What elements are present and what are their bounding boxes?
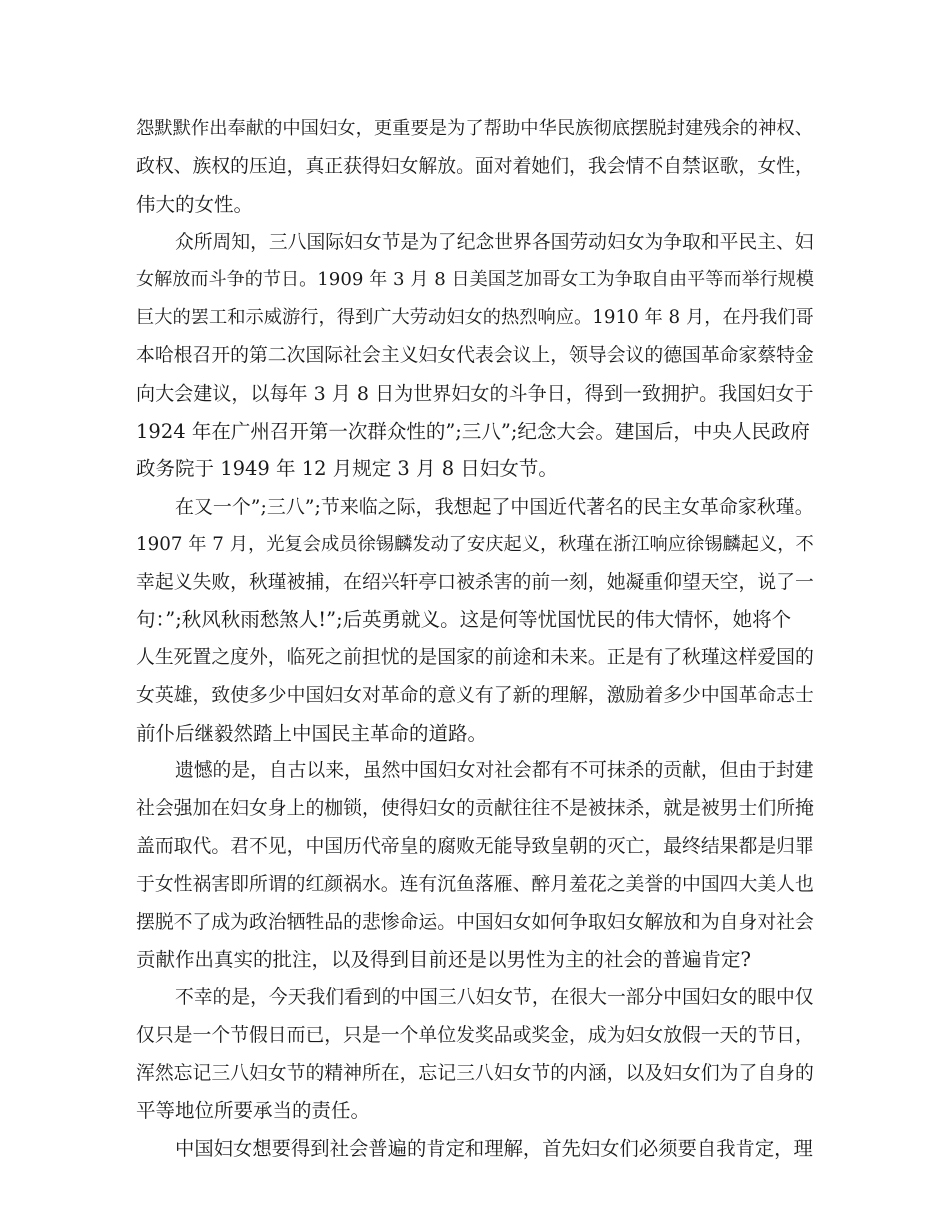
text-line: 幸起义失败，秋瑾被捕，在绍兴轩亭口被杀害的前一刻，她凝重仰望天空，说了一 (136, 572, 814, 593)
paragraph-first-line: 众所周知，三八国际妇女节是为了纪念世界各国劳动妇女为争取和平民主、妇 (175, 232, 814, 253)
text-line: 怨默默作出奉献的中国妇女，更重要是为了帮助中华民族彻底摆脱封建残余的神权、 (136, 118, 813, 139)
text-line: 政权、族权的压迫，真正获得妇女解放。面对着她们，我会情不自禁讴歌，女性， (136, 156, 814, 177)
paragraph-first-line: 不幸的是，今天我们看到的中国三八妇女节，在很大一部分中国妇女的眼中仅 (175, 987, 814, 1008)
text-line: 1907 年 7 月，光复会成员徐锡麟发动了安庆起义，秋瑾在浙江响应徐锡麟起义，不 (136, 534, 814, 555)
text-line: 政务院于 1949 年 12 月规定 3 月 8 日妇女节。 (136, 457, 558, 480)
text-line: 摆脱不了成为政治牺牲品的悲惨命运。中国妇女如何争取妇女解放和为自身对社会 (136, 912, 814, 933)
text-line: 人生死置之度外，临死之前担忧的是国家的前途和未来。正是有了秋瑾这样爱国的 (136, 647, 814, 668)
text-line: 向大会建议，以每年 3 月 8 日为世界妇女的斗争日，得到一致拥护。我国妇女于 (136, 383, 814, 405)
text-line: 仅只是一个节假日而已，只是一个单位发奖品或奖金，成为妇女放假一天的节日， (136, 1025, 814, 1046)
text-line: 女解放而斗争的节日。1909 年 3 月 8 日美国芝加哥女工为争取自由平等而举行规模 (136, 269, 814, 290)
paragraph-first-line: 遗憾的是，自古以来，虽然中国妇女对社会都有不可抹杀的贡献，但由于封建 (175, 760, 814, 781)
text-line: 伟大的女性。 (136, 193, 254, 216)
text-line: 平等地位所要承当的责任。 (136, 1099, 371, 1122)
text-line: 本哈根召开的第二次国际社会主义妇女代表会议上，领导会议的德国革命家蔡特金 (136, 345, 814, 366)
text-line: 浑然忘记三八妇女节的精神所在，忘记三八妇女节的内涵，以及妇女们为了自身的 (136, 1063, 814, 1084)
text-line: 巨大的罢工和示威游行，得到广大劳动妇女的热烈响应。1910 年 8 月，在丹我们哥 (136, 307, 814, 328)
text-line: 社会强加在妇女身上的枷锁，使得妇女的贡献往往不是被抹杀，就是被男士们所掩 (136, 798, 814, 819)
text-line: 1924 年在广州召开第一次群众性的”;三八”;纪念大会。建国后，中央人民政府 (136, 420, 810, 443)
text-line: 女英雄，致使多少中国妇女对革命的意义有了新的理解，激励着多少中国革命志士 (136, 685, 814, 706)
paragraph-first-line: 在又一个”;三八”;节来临之际，我想起了中国近代著名的民主女革命家秋瑾。 (175, 496, 814, 518)
text-line: 前仆后继毅然踏上中国民主革命的道路。 (136, 722, 488, 745)
text-line: 于女性祸害即所谓的红颜祸水。连有沉鱼落雁、醉月羞花之美誉的中国四大美人也 (136, 874, 814, 895)
text-line: 盖而取代。君不见，中国历代帝皇的腐败无能导致皇朝的灭亡，最终结果都是归罪 (136, 836, 814, 857)
paragraph-first-line: 中国妇女想要得到社会普遍的肯定和理解，首先妇女们必须要自我肯定，理 (175, 1137, 813, 1160)
text-line: 贡献作出真实的批注，以及得到目前还是以男性为主的社会的普遍肯定? (136, 948, 751, 971)
text-line: 句：”;秋风秋雨愁煞人!”;后英勇就义。这是何等忧国忧民的伟大情怀，她将个 (136, 608, 792, 631)
